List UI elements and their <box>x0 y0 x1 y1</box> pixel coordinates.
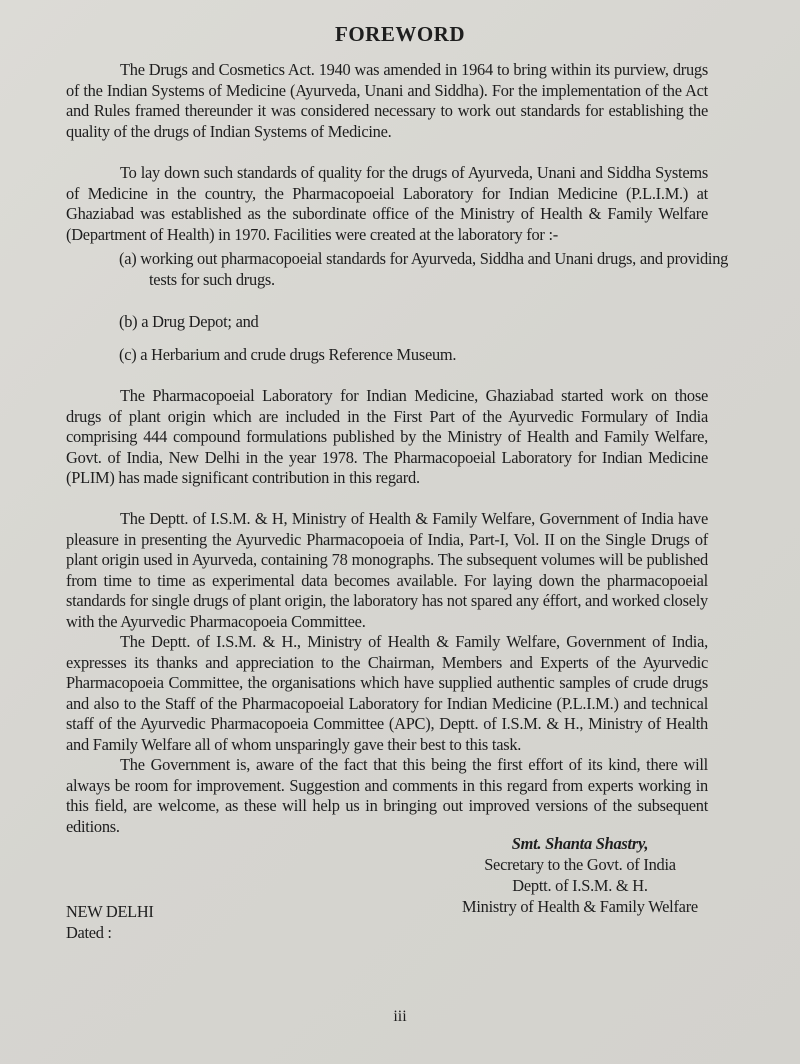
paragraph-5: The Deptt. of I.S.M. & H., Ministry of Health & Family Welfare, Government of India, expresses its thanks and appreciation to the Chairman, Members and Experts of the Ayurvedic Pharmacopoeia Committee, the organisations which have supplied authentic samples of crude drugs and also to the Staff of the Pharmacopoeial Laboratory for Indian Medicine (P.L.I.M.) and technical staff of the Ayurvedic Pharmacopoeia Committee (APC), Deptt. of I.S.M. & H., Ministry of Health and Family Welfare all of whom unsparingly gave their best to this task. <box>66 632 708 754</box>
paragraph-4: The Deptt. of I.S.M. & H, Ministry of Health & Family Welfare, Government of India have pleasure in presenting the Ayurvedic Pharmacopoeia of India, Part-I, Vol. II on the Single Drugs of plant origin used in Ayurveda, containing 78 monographs. The subsequent volumes will be published from time to time as experimental data becomes available. For laying down the pharmacopoeial standards for single drugs of plant origin, the laboratory has not spared any éffort, and worked closely with the Ayurvedic Pharmacopoeia Committee. <box>66 509 708 631</box>
paragraph-6: The Government is, aware of the fact that this being the first effort of its kind, there will always be room for improvement. Suggestion and comments in this regard from experts working in this field, are welcome, as these will help us in bringing out improved versions of the subsequent editions. <box>66 755 708 836</box>
signatory-ministry: Ministry of Health & Family Welfare <box>462 897 698 916</box>
dated: Dated : <box>66 923 112 942</box>
place: NEW DELHI <box>66 902 154 921</box>
signatory-department: Deptt. of I.S.M. & H. <box>512 876 648 895</box>
page-title: FOREWORD <box>335 22 465 46</box>
signatory-title: Secretary to the Govt. of India <box>484 855 676 874</box>
signature-block <box>420 833 740 917</box>
signatory-name: Smt. Shanta Shastry, <box>511 834 649 853</box>
paragraph-3: The Pharmacopoeial Laboratory for Indian Medicine, Ghaziabad started work on those drugs of plant origin which are included in the First Part of the Ayurvedic Formulary of India comprising 444 compound formulations published by the Ministry of Health and Family Welfare, Govt. of India, New Delhi in the year 1978. The Pharmacopoeial Laboratory for Indian Medicine (PLIM) has made significant contribution in this regard. <box>66 386 708 487</box>
place-date <box>66 901 154 943</box>
list-item-c: (c) a Herbarium and crude drugs Reference Museum. <box>119 345 457 364</box>
page-number: iii <box>393 1008 407 1025</box>
list-item-b: (b) a Drug Depot; and <box>119 312 259 331</box>
list-item-a: (a) working out pharmacopoeial standards for Ayurveda, Siddha and Unani drugs, and providing tests for such drugs. <box>119 249 729 289</box>
paragraph-1: The Drugs and Cosmetics Act. 1940 was amended in 1964 to bring within its purview, drugs of the Indian Systems of Medicine (Ayurveda, Unani and Siddha). For the implementation of the Act and Rules framed thereunder it was considered necessary to work out standards for establishing the quality of the drugs of Indian Systems of Medicine. <box>66 60 708 141</box>
paragraph-2: To lay down such standards of quality for the drugs of Ayurveda, Unani and Siddha Systems of Medicine in the country, the Pharmacopoeial Laboratory for Indian Medicine (P.L.I.M.) at Ghaziabad was established as the subordinate office of the Ministry of Health & Family Welfare (Department of Health) in 1970. Facilities were created at the laboratory for :- <box>66 163 708 244</box>
